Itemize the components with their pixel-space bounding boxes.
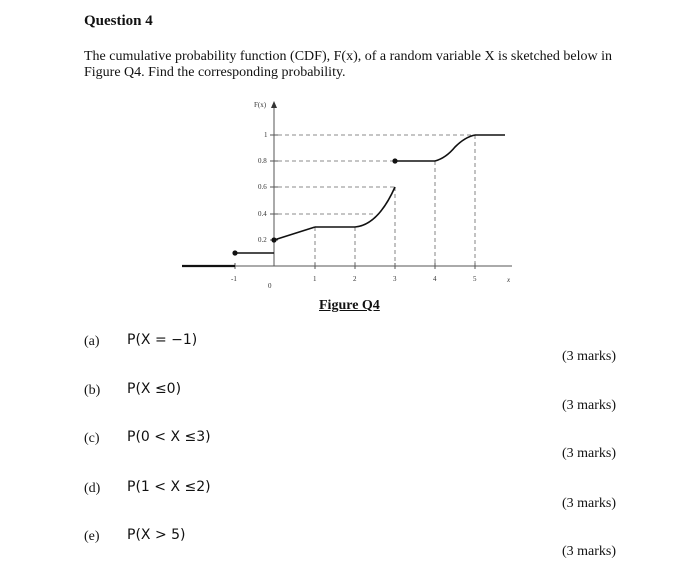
x-tick-label: 1	[313, 275, 317, 283]
cdf-point-minus1	[232, 250, 237, 255]
part-b-label: (b)	[84, 383, 101, 398]
y-tick-label: 0.6	[258, 183, 267, 191]
y-tick-label: 0.2	[258, 236, 267, 244]
part-e-marks: (3 marks)	[562, 544, 617, 559]
part-d-marks: (3 marks)	[562, 496, 617, 511]
part-b-text: P(X ≤0)	[127, 381, 182, 397]
y-axis-label: F(x)	[254, 101, 267, 109]
cdf-segment-2-3	[355, 187, 395, 227]
cdf-point-0	[271, 237, 276, 242]
part-b-marks: (3 marks)	[562, 398, 617, 413]
x-tick-label: 0	[268, 282, 272, 290]
x-tick-label: 2	[353, 275, 357, 283]
part-d-label: (d)	[84, 481, 101, 496]
x-tick-label: -1	[231, 275, 237, 283]
part-e-label: (e)	[84, 529, 100, 544]
part-e-text: P(X > 5)	[127, 527, 186, 543]
cdf-point-3	[392, 158, 397, 163]
part-a-text: P(X = −1)	[127, 332, 198, 348]
x-axis-label: x	[507, 276, 511, 284]
y-tick-label: 0.4	[258, 210, 267, 218]
part-a-marks: (3 marks)	[562, 349, 617, 364]
x-tick-label: 3	[393, 275, 397, 283]
cdf-segment-0-1	[274, 227, 315, 240]
part-c-label: (c)	[84, 431, 100, 446]
x-tick-label: 4	[433, 275, 437, 283]
y-tick-label: 0.8	[258, 157, 267, 165]
y-tick-label: 1	[264, 131, 268, 139]
figure-caption: Figure Q4	[319, 298, 380, 313]
part-c-marks: (3 marks)	[562, 446, 617, 461]
question-intro: The cumulative probability function (CDF), F(x), of a random variable X is sketched below in Figure Q4. Find the corresponding probability.	[84, 49, 612, 80]
part-a-label: (a)	[84, 334, 100, 349]
y-axis-arrow	[271, 101, 277, 108]
question-title: Question 4	[84, 13, 153, 29]
part-c-text: P(0 < X ≤3)	[127, 429, 211, 445]
cdf-segment-4-5	[435, 135, 475, 161]
x-tick-label: 5	[473, 275, 477, 283]
part-d-text: P(1 < X ≤2)	[127, 479, 211, 495]
